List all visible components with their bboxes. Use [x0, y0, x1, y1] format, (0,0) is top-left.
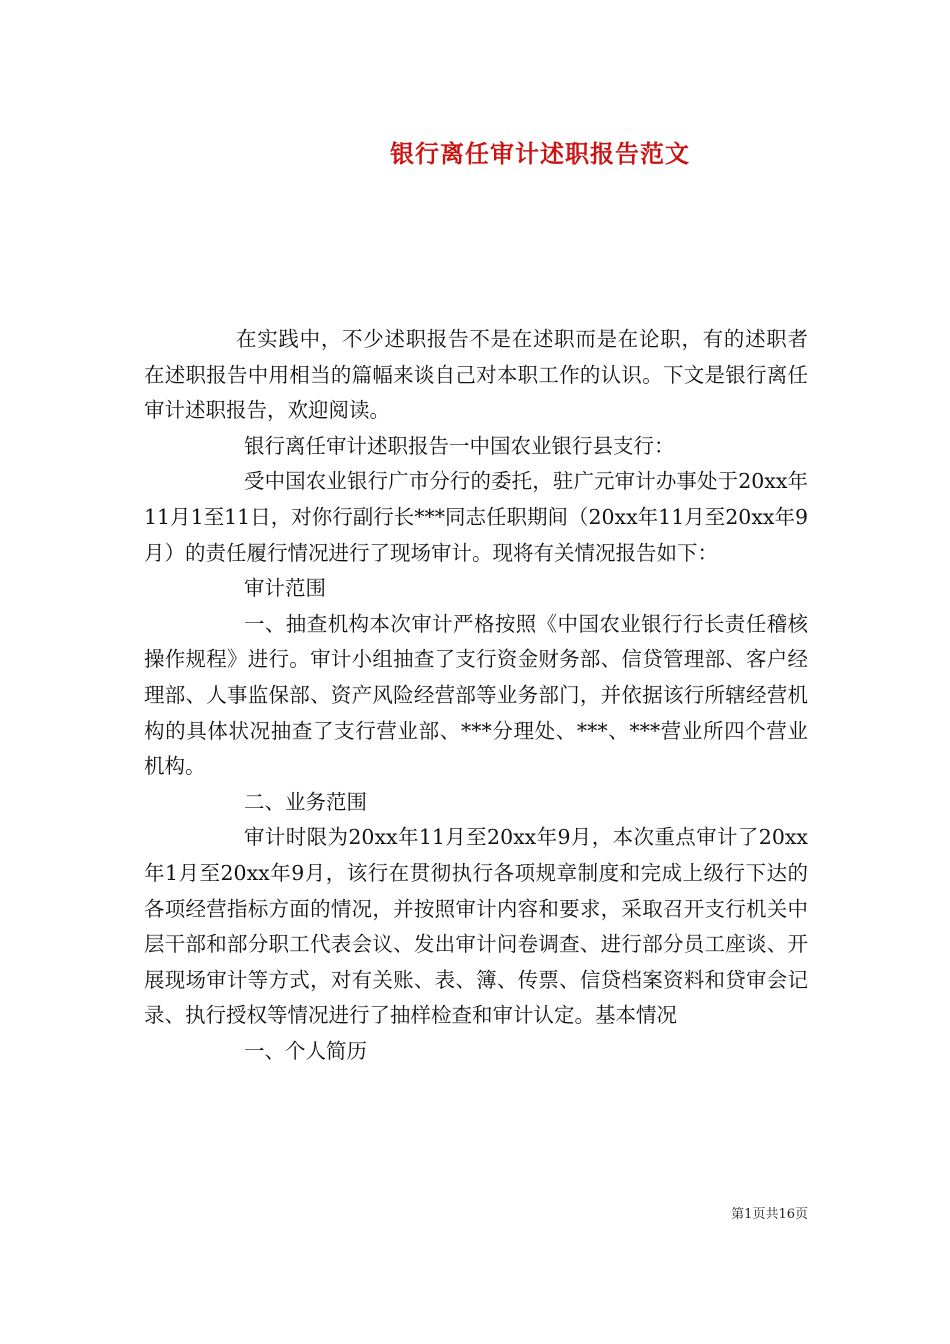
page-number: 第1页共16页 — [731, 1207, 808, 1222]
paragraph-salutation: 银行离任审计述职报告一中国农业银行县支行： — [244, 433, 675, 458]
document-title: 银行离任审计述职报告范文 — [390, 139, 690, 168]
document-body — [144, 322, 808, 1069]
section-heading-business-scope: 二、业务范围 — [244, 789, 367, 814]
section-heading-audit-scope: 审计范围 — [244, 576, 326, 601]
paragraph-commission: 受中国农业银行广市分行的委托，驻广元审计办事处于20xx年11月1至11日，对你行副行长***同志任职期间（20xx年11月至20xx年9月）的责任履行情况进行了现场审计。现将有关情况报告如下： — [144, 469, 809, 565]
paragraph-sampled-institutions: 一、抽查机构本次审计严格按照《中国农业银行行长责任稽核操作规程》进行。审计小组抽查了支行资金财务部、信贷管理部、客户经理部、人事监保部、资产风险经营部等业务部门，并依据该行所辖经营机构的具体状况抽查了支行营业部、***分理处、***、***营业所四个营业机构。 — [144, 611, 808, 779]
paragraph-audit-period: 审计时限为20xx年11月至20xx年9月，本次重点审计了20xx年1月至20xx年9月，该行在贯彻执行各项规章制度和完成上级行下达的各项经营指标方面的情况，并按照审计内容和要求，采取召开支行机关中层干部和部分职工代表会议、发出审计问卷调查、进行部分员工座谈、开展现场审计等方式，对有关账、表、簿、传票、信贷档案资料和贷审会记录、执行授权等情况进行了抽样检查和审计认定。基本情况 — [144, 825, 808, 1028]
paragraph-intro: 在实践中，不少述职报告不是在述职而是在论职，有的述职者在述职报告中用相当的篇幅来谈自己对本职工作的认识。下文是银行离任审计述职报告，欢迎阅读。 — [144, 327, 808, 423]
section-heading-resume: 一、个人简历 — [244, 1038, 367, 1063]
